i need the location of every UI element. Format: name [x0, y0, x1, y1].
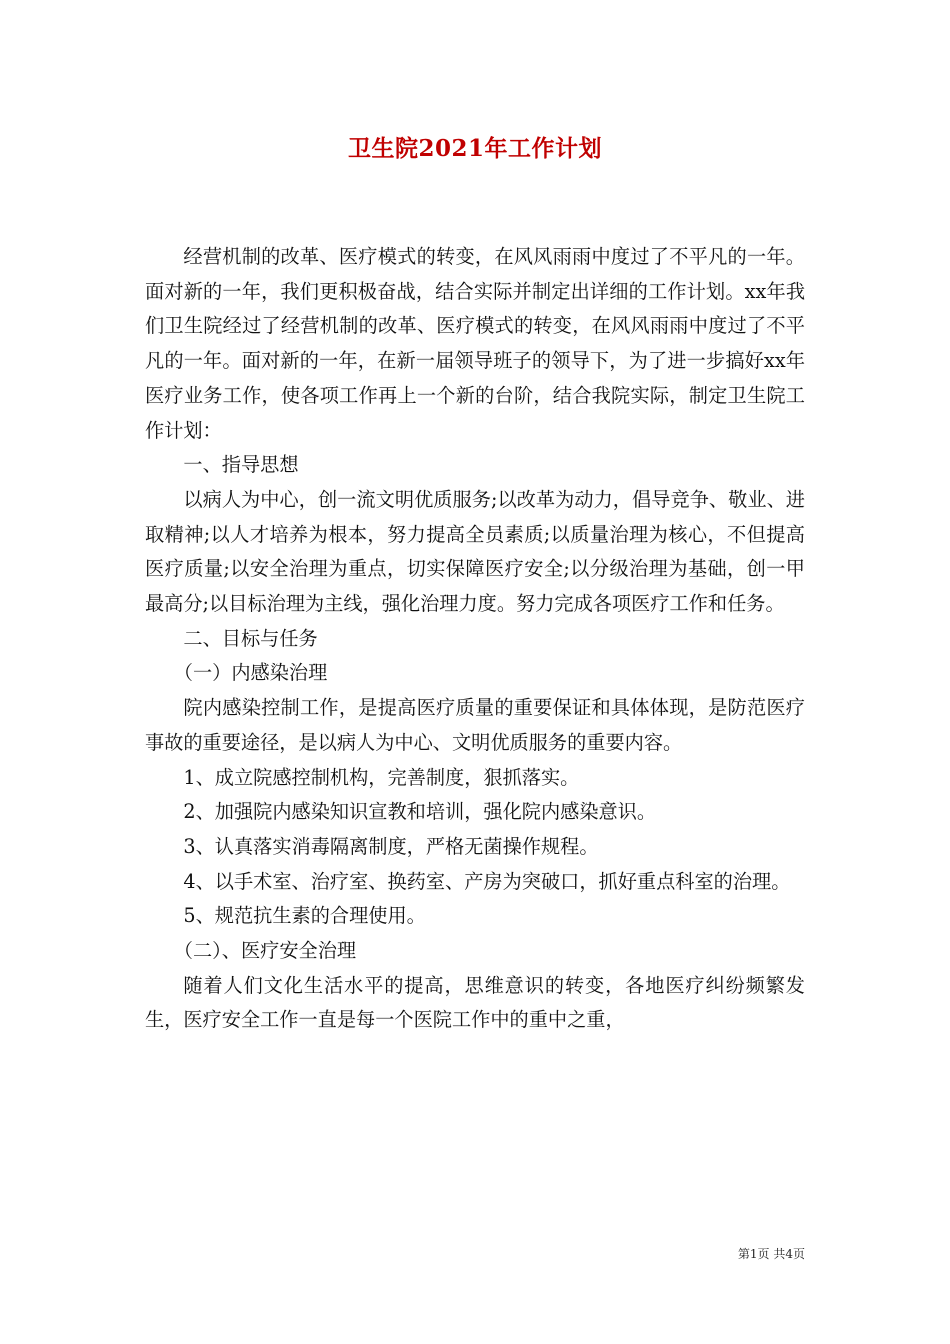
subsection-heading-medical-safety: （二）、医疗安全治理 [173, 939, 357, 963]
intro-paragraph: 经营机制的改革、医疗模式的转变，在风风雨雨中度过了不平凡的一年。面对新的一年，我们更积极奋战，结合实际并制定出详细的工作计划。xx年我们卫生院经过了经营机制的改革、医疗模式的转变，在风风雨雨中度过了不平凡的一年。面对新的一年，在新一届领导班子的领导下，为了进一步搞好xx年医疗业务工作，使各项工作再上一个新的台阶，结合我院实际，制定卫生院工作计划： [145, 245, 805, 442]
subsection-heading-infection-control: （一）内感染治理 [173, 661, 328, 685]
list-item: 5、规范抗生素的合理使用。 [183, 904, 426, 928]
list-item: 4、以手术室、治疗室、换药室、产房为突破口，抓好重点科室的治理。 [183, 869, 791, 893]
infection-control-paragraph: 院内感染控制工作，是提高医疗质量的重要保证和具体体现，是防范医疗事故的重要途径，是以病人为中心、文明优质服务的重要内容。 [145, 696, 805, 754]
section-heading-goals-tasks: 二、目标与任务 [183, 626, 318, 650]
list-item: 2、加强院内感染知识宣教和培训，强化院内感染意识。 [183, 800, 657, 824]
document-body [145, 240, 805, 1038]
guiding-ideology-paragraph: 以病人为中心，创一流文明优质服务;以改革为动力，倡导竞争、敬业、进取精神;以人才培养为根本，努力提高全员素质;以质量治理为核心，不但提高医疗质量;以安全治理为重点，切实保障医疗安全;以分级治理为基础，创一甲最高分;以目标治理为主线，强化治理力度。努力完成各项医疗工作和任务。 [145, 487, 805, 616]
page-number: 第1页 共4页 [737, 1247, 805, 1261]
document-title: 卫生院2021年工作计划 [347, 135, 602, 162]
section-heading-guiding-ideology: 一、指导思想 [183, 453, 299, 477]
medical-safety-paragraph: 随着人们文化生活水平的提高，思维意识的转变，各地医疗纠纷频繁发生，医疗安全工作一直是每一个医院工作中的重中之重， [145, 973, 805, 1032]
list-item: 1、成立院感控制机构，完善制度，狠抓落实。 [183, 765, 580, 789]
list-item: 3、认真落实消毒隔离制度，严格无菌操作规程。 [183, 834, 599, 858]
